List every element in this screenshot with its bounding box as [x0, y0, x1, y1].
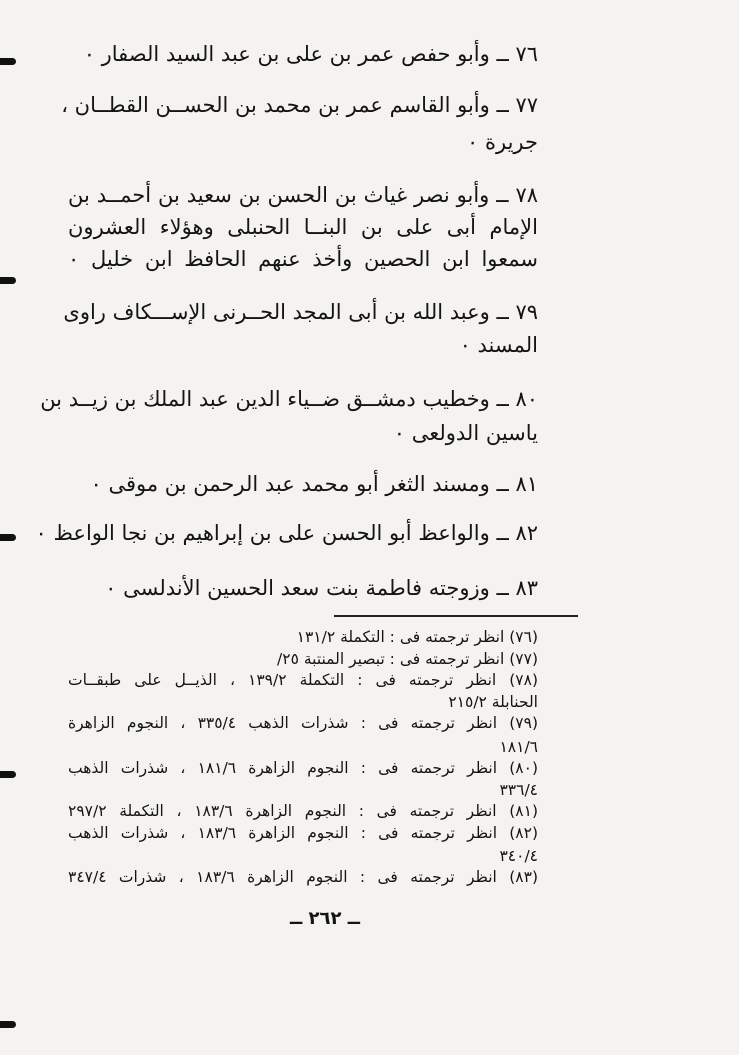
footnote-divider [334, 615, 578, 617]
entry-77-line-1: ٧٧ ــ وأبو القاسم عمر بن محمد بن الحســن القطــان ، [61, 93, 538, 117]
entry-80-line-1: ٨٠ ــ وخطيب دمشــق ضــياء الدين عبد الملك بن زيــد بن [40, 387, 538, 411]
footnote-79-line-2: ١٨١/٦ [499, 738, 538, 756]
entry-77-line-2: جريرة ٠ [467, 130, 538, 154]
footnote-77: (٧٧) انظر ترجمته فى : تبصير المنتبة ٢٥/ [277, 650, 538, 668]
entry-78-line-2: الإمام أبى على بن البنــا الحنبلى وهؤلاء العشرون [68, 215, 538, 239]
scan-edge-mark [0, 771, 16, 778]
scan-edge-mark [0, 277, 16, 284]
entry-82-line-1: ٨٢ ــ والواعظ أبو الحسن على بن إبراهيم بن نجا الواعظ ٠ [35, 521, 538, 545]
entry-79-line-2: المسند ٠ [459, 333, 538, 357]
page-number: ــ ٢٦٢ ــ [289, 908, 361, 929]
footnote-80-line-2: ٣٣٦/٤ [499, 781, 538, 799]
entry-78-line-1: ٧٨ ــ وأبو نصر غياث بن الحسن بن سعيد بن أحمــد بن [68, 183, 538, 207]
footnote-83: (٨٣) انظر ترجمته فى : النجوم الزاهرة ١٨٣/٦ ، شذرات ٣٤٧/٤ [68, 868, 538, 886]
scan-edge-mark [0, 534, 16, 541]
footnote-81: (٨١) انظر ترجمته فى : النجوم الزاهرة ١٨٣/٦ ، التكملة ٢٩٧/٢ [68, 802, 538, 820]
footnote-80-line-1: (٨٠) انظر ترجمته فى : النجوم الزاهرة ١٨١/٦ ، شذرات الذهب [68, 759, 538, 777]
footnote-78-line-1: (٧٨) انظر ترجمته فى : التكملة ١٣٩/٢ ، الذيــل على طبقــات [68, 671, 538, 689]
entry-79-line-1: ٧٩ ــ وعبد الله بن أبى المجد الحــرنى الإســـكاف راوى [63, 300, 538, 324]
footnote-79-line-1: (٧٩) انظر ترجمته فى : شذرات الذهب ٣٣٥/٤ ، النجوم الزاهرة [68, 714, 538, 732]
entry-76-line-1: ٧٦ ــ وأبو حفص عمر بن على بن عبد السيد الصفار ٠ [83, 42, 538, 66]
entry-81-line-1: ٨١ ــ ومسند الثغر أبو محمد عبد الرحمن بن موقى ٠ [90, 472, 538, 496]
entry-80-line-2: ياسين الدولعى ٠ [393, 421, 538, 445]
scan-edge-mark [0, 58, 16, 65]
footnote-78-line-2: الحنابلة ٢١٥/٢ [448, 693, 538, 711]
footnote-82-line-2: ٣٤٠/٤ [499, 847, 538, 865]
footnote-76: (٧٦) انظر ترجمته فى : التكملة ١٣١/٢ [296, 628, 538, 646]
entry-83-line-1: ٨٣ ــ وزوجته فاطمة بنت سعد الحسين الأندلسى ٠ [105, 576, 538, 600]
entry-78-line-3: سمعوا ابن الحصين وأخذ عنهم الحافظ ابن خليل ٠ [68, 247, 538, 271]
scan-edge-mark [0, 1021, 16, 1028]
footnote-82-line-1: (٨٢) انظر ترجمته فى : النجوم الزاهرة ١٨٣/٦ ، شذرات الذهب [68, 824, 538, 842]
